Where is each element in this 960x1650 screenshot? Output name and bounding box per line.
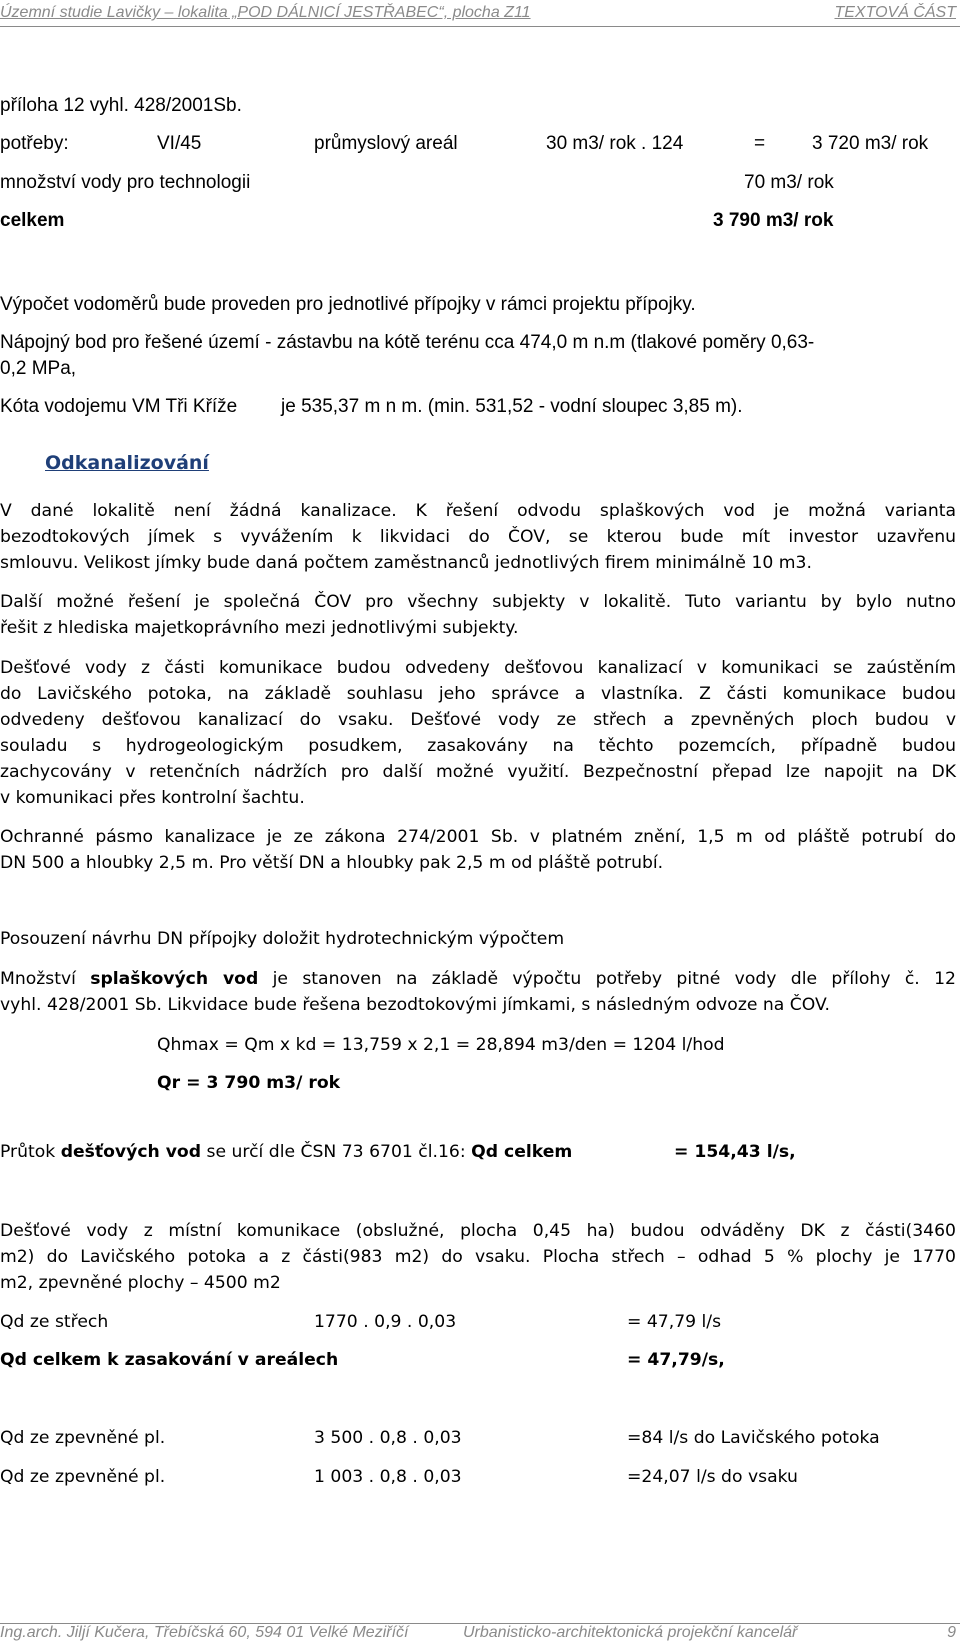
paved-area-result: =84 l/s do Lavičského potoka (627, 1428, 880, 1448)
water-meter-note: Výpočet vodoměrů bude proveden pro jednotlivé přípojky v rámci projektu přípojky. (0, 294, 696, 315)
page-header (0, 4, 960, 27)
section-label: TEXTOVÁ ČÁST (834, 4, 956, 21)
qr-formula: Qr = 3 790 m3/ rok (157, 1073, 341, 1093)
roofs-label: Qd ze střech (0, 1312, 109, 1332)
reservoir-label: Kóta vodojemu VM Tři Kříže (0, 396, 238, 417)
text-run: je stanoven na základě výpočtu potřeby pitné vody dle přílohy č. 12 (258, 969, 956, 989)
needs-calc: 30 m3/ rok . 124 (546, 133, 684, 154)
paragraph-line: odvedeny dešťovou kanalizací do vsaku. Dešťové vody ze střech a zpevněných ploch budou v (0, 710, 956, 730)
technology-value: 70 m3/ rok (744, 172, 834, 193)
total-value: 3 790 m3/ rok (713, 210, 834, 231)
paragraph-line: Ochranné pásmo kanalizace je ze zákona 274/2001 Sb. v platném znění, 1,5 m od pláště potrubí do (0, 827, 956, 847)
assessment-note: Posouzení návrhu DN přípojky doložit hydrotechnickým výpočtem (0, 929, 565, 949)
technology-label: množství vody pro technologii (0, 172, 251, 193)
infiltration-total-result: = 47,79/s, (627, 1350, 725, 1370)
paved-area-formula: 1 003 . 0,8 . 0,03 (314, 1467, 462, 1487)
footer-office: Urbanisticko-architektonická projekční kancelář (463, 1624, 798, 1641)
qhmax-formula: Qhmax = Qm x kd = 13,759 x 2,1 = 28,894 m3/den = 1204 l/hod (157, 1035, 725, 1055)
text-run-bold: dešťových vod (60, 1142, 202, 1162)
needs-code: VI/45 (157, 133, 202, 154)
paragraph-line: bezodtokových jímek s vyvážením k likvidaci do ČOV, se kterou bude mít investor uzavřenu (0, 527, 956, 547)
needs-result: 3 720 m3/ rok (812, 133, 929, 154)
text-run: Průtok (0, 1142, 61, 1162)
rain-flow-line (0, 1140, 572, 1164)
paragraph-line: V dané lokalitě není žádná kanalizace. K řešení odvodu splaškových vod je možná varianta (0, 501, 956, 521)
needs-equals: = (754, 133, 766, 154)
annex-reference: příloha 12 vyhl. 428/2001Sb. (0, 95, 242, 116)
paragraph-line: zachycovány v retenčních nádržích pro další možné využití. Bezpečnostní přepad lze napojit na DK (0, 762, 956, 782)
paragraph-line: Další možné řešení je společná ČOV pro všechny subjekty v lokalitě. Tuto variantu by bylo nutno (0, 592, 956, 612)
paragraph-line: DN 500 a hloubky 2,5 m. Pro větší DN a hloubky pak 2,5 m od pláště potrubí. (0, 853, 664, 873)
paragraph-line: řešit z hlediska majetkoprávního mezi jednotlivými subjekty. (0, 618, 519, 638)
paragraph-line: m2) do Lavičského potoka a z části(983 m2) do vsaku. Plocha střech – odhad 5 % plochy je 1770 (0, 1247, 956, 1267)
rain-flow-total: = 154,43 l/s, (674, 1142, 796, 1162)
footer-author: Ing.arch. Jiljí Kučera, Třebíčská 60, 594 01 Velké Meziříčí (0, 1624, 409, 1641)
reservoir-value: je 535,37 m n m. (min. 531,52 - vodní sloupec 3,85 m). (281, 396, 743, 417)
text-run-bold: Qd celkem (471, 1142, 573, 1162)
document-title: Územní studie Lavičky – lokalita „POD DÁLNICÍ JESTŘABEC“, plocha Z11 (0, 4, 531, 21)
paved-area-formula: 3 500 . 0,8 . 0,03 (314, 1428, 462, 1448)
sewage-amount-line2: vyhl. 428/2001 Sb. Likvidace bude řešena bezodtokovými jímkami, s následným odvoze na ČOV. (0, 995, 831, 1015)
paragraph-line: Dešťové vody z místní komunikace (obslužné, plocha 0,45 ha) budou odváděny DK z části(3460 (0, 1221, 956, 1241)
paragraph-line: souladu s hydrogeologickým posudkem, zasakovány na těchto pozemcích, případně budou (0, 736, 956, 756)
page-footer (0, 1623, 960, 1647)
paragraph-line: v komunikaci přes kontrolní šachtu. (0, 788, 305, 808)
paved-area-label: Qd ze zpevněné pl. (0, 1428, 166, 1448)
roofs-result: = 47,79 l/s (627, 1312, 722, 1332)
text-run: se určí dle ČSN 73 6701 čl.16: (201, 1142, 472, 1162)
roofs-formula: 1770 . 0,9 . 0,03 (314, 1312, 457, 1332)
paragraph-line: Dešťové vody z části komunikace budou odvedeny dešťovou kanalizací v komunikaci se zaústěním (0, 658, 956, 678)
paragraph-line: do Lavičského potoka, na základě souhlasu jeho správce a vlastníka. Z části komunikace budou (0, 684, 956, 704)
paragraph-line: smlouvu. Velikost jímky bude daná počtem zaměstnanců jednotlivých firem minimálně 10 m3. (0, 553, 812, 573)
paved-area-result: =24,07 l/s do vsaku (627, 1467, 798, 1487)
sewerage-heading: Odkanalizování (45, 452, 209, 474)
infiltration-total-label: Qd celkem k zasakování v areálech (0, 1350, 339, 1370)
text-run-bold: splaškových vod (90, 969, 259, 989)
text-run: Množství (0, 969, 91, 989)
needs-type: průmyslový areál (314, 133, 458, 154)
connection-point-line2: 0,2 MPa, (0, 358, 77, 379)
total-label: celkem (0, 210, 65, 231)
needs-label: potřeby: (0, 133, 69, 154)
page-number: 9 (947, 1624, 956, 1641)
sewage-amount-line1 (0, 966, 956, 992)
connection-point-line1: Nápojný bod pro řešené území - zástavbu na kótě terénu cca 474,0 m n.m (tlakové poměry 0,63- (0, 332, 815, 353)
paragraph-line: m2, zpevněné plochy – 4500 m2 (0, 1273, 281, 1293)
paved-area-label: Qd ze zpevněné pl. (0, 1467, 166, 1487)
